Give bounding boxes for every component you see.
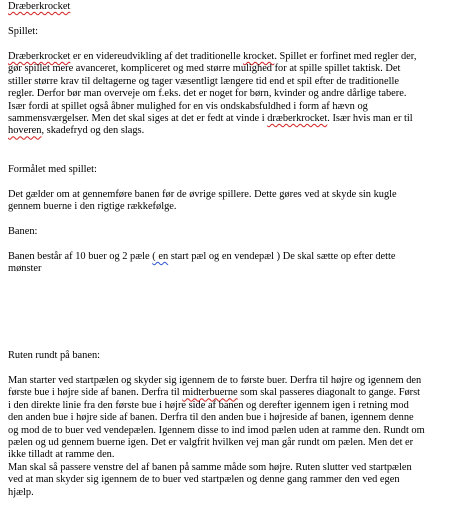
formaal-paragraph — [8, 189, 397, 214]
ruten-line: ikke tilladt at ramme den. — [8, 449, 115, 461]
misspelled-word: hoveren — [8, 125, 42, 137]
misspelled-word: krocket — [243, 51, 275, 62]
intro-line: gør spillet mere avanceret, kompliceret og med større mulighed for at spille spillet taktisk. Det — [8, 63, 401, 75]
intro-line — [8, 125, 416, 137]
text-run: . Især hvis man er til — [327, 113, 413, 125]
text-run: start pæl og en vendepæl ) De skal sætte op efter dette — [168, 251, 396, 262]
text-run: første bue i højre side af banen. Derfra til — [8, 387, 183, 399]
ruten-line: hjælp. — [8, 486, 34, 498]
text-run: Banen består af 10 buer og 2 pæle — [8, 251, 153, 262]
heading-banen: Banen: — [8, 226, 38, 237]
intro-line: stiller større krav til deltagerne og tager væsentligt længere tid end et spil efter de traditionelle — [8, 75, 399, 87]
doc-title-text: Dræberkrocket — [8, 1, 71, 12]
ruten-line: pælen og ud gennem buerne igen. Det er valgfrit hvilken vej man går rundt om pælen. Men det er — [8, 437, 414, 449]
ruten-line: Man skal så passere venstre del af banen på samme måde som højre. Ruten slutter ved startpælen — [8, 461, 412, 473]
grammar-flag: ( en — [152, 251, 169, 262]
text-run: sammensværgelser. Men det skal siges at det er fedt at vinde i — [8, 113, 268, 125]
text-run: som skal passeres diagonalt to gange. Først — [237, 387, 421, 399]
ruten-line: og mod de to buer ved vendepælen. Igennem disse to ind imod pælen uden at ramme den. Rundt om — [8, 424, 425, 436]
heading-spillet: Spillet: — [8, 26, 39, 37]
text-run: , skadefryd og den slags. — [41, 125, 145, 137]
heading-formaal: Formålet med spillet: — [8, 164, 97, 175]
misspelled-word: midterbuerne — [182, 387, 238, 399]
intro-line — [8, 51, 416, 63]
text-run: . Spillet er forfinet med regler der, — [274, 51, 417, 62]
formaal-line: gennem buerne i den rigtige rækkefølge. — [8, 201, 177, 213]
ruten-line: ved at man skyder sig igennem de to buer ved startpælen og denne gang rammer den ved egen — [8, 474, 400, 486]
banen-paragraph — [8, 251, 396, 276]
misspelled-word: Dræberkrocket — [8, 51, 71, 62]
ruten-paragraph — [8, 375, 425, 499]
intro-paragraph — [8, 51, 416, 138]
ruten-line: Man starter ved startpælen og skyder sig igennem de to første buer. Derfra til højre og igennem den — [8, 375, 422, 386]
banen-line: mønster — [8, 263, 42, 275]
intro-line: Især fordi at spillet også åbner mulighed for en vis ondskabsfuldhed i form af hævn og — [8, 100, 368, 112]
text-run: er en videreudvikling af det traditionelle — [70, 51, 244, 62]
ruten-line: den anden bue i højre side af banen. Derfra til den anden bue i højreside af banen, igennem denne — [8, 412, 414, 424]
doc-title — [8, 1, 70, 13]
misspelled-word: dræberkrocket — [267, 113, 328, 125]
ruten-line: i den direkte linie fra den første bue i højre side af banen og derefter igennem igen i retning mod — [8, 399, 409, 411]
formaal-line: Det gælder om at gennemføre banen før de øvrige spillere. Dette gøres ved at skyde sin kugle — [8, 189, 397, 200]
banen-line — [8, 251, 396, 263]
intro-line: regler. Derfor bør man overveje om f.eks. det er noget for børn, kvinder og andre dårlige tabere. — [8, 88, 407, 100]
ruten-line — [8, 387, 425, 399]
heading-ruten: Ruten rundt på banen: — [8, 350, 101, 361]
intro-line — [8, 113, 416, 125]
